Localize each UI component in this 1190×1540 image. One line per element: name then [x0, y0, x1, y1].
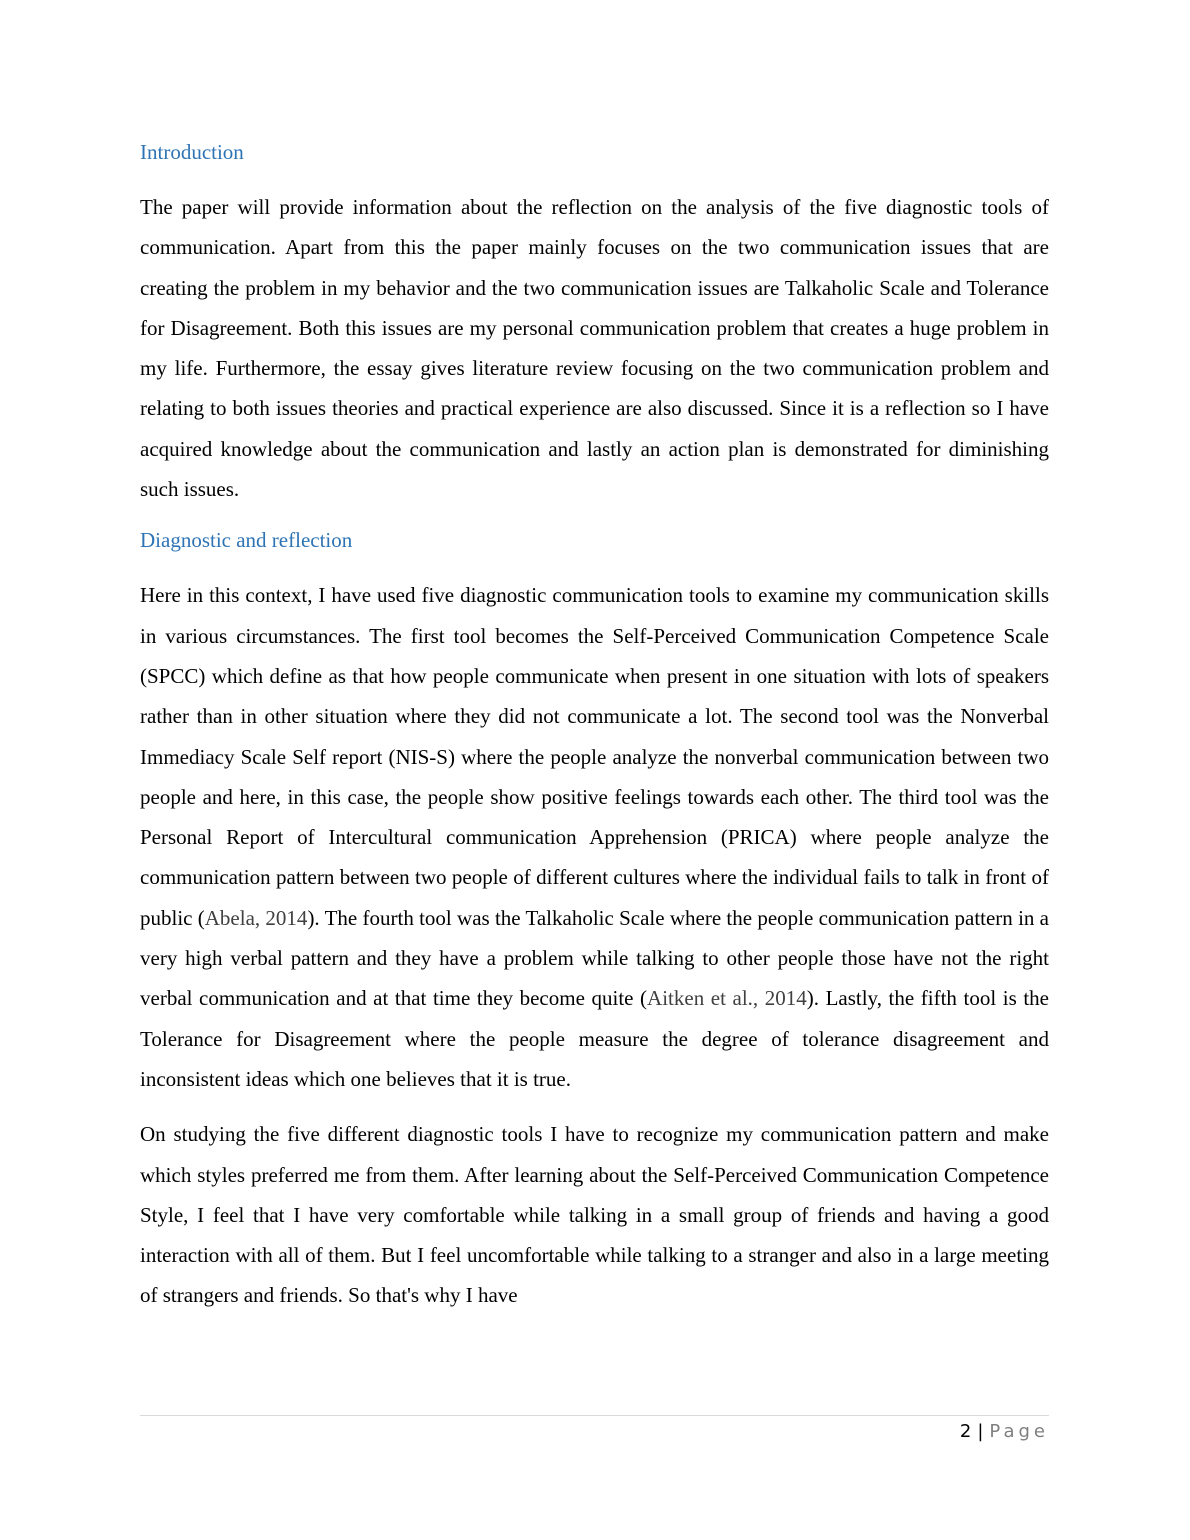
footer-separator: | [977, 1421, 984, 1442]
page-label: Page [989, 1421, 1049, 1442]
diagnostic-paragraph-1-part-1: Here in this context, I have used five diagnostic communication tools to examine my communication skills in various circumstances. The first tool becomes the Self-Perceived Communication Competence Scale (SPCC) which define as that how people communicate when present in one situation with lots of speakers rather than in other situation where they did not communicate a lot. The second tool was the Nonverbal Immediacy Scale Self report (NIS-S) where the people analyze the nonverbal communication between two people and here, in this case, the people show positive feelings towards each other. The third tool was the Personal Report of Intercultural communication Apprehension (PRICA) where people analyze the communication pattern between two people of different cultures where the individual fails to talk in front of public ( [140, 583, 1049, 930]
diagnostic-paragraph-1 [140, 575, 1049, 1099]
citation-aitken: Aitken et al., 2014 [647, 986, 807, 1011]
page-number: 2 [959, 1421, 972, 1442]
footer-divider [140, 1415, 1049, 1416]
citation-abela: Abela, 2014 [204, 905, 308, 930]
diagnostic-heading: Diagnostic and reflection [140, 528, 353, 553]
diagnostic-paragraph-1-part-3: ). Lastly, the fifth tool is the Tolerance for Disagreement where the people measure the degree of tolerance disagreement and inconsistent ideas which one believes that it is true. [140, 986, 1049, 1091]
introduction-paragraph: The paper will provide information about the reflection on the analysis of the five diagnostic tools of communication. Apart from this the paper mainly focuses on the two communication issues that are creating the problem in my behavior and the two communication issues are Talkaholic Scale and Tolerance for Disagreement. Both this issues are my personal communication problem that creates a huge problem in my life. Furthermore, the essay gives literature review focusing on the two communication problem and relating to both issues theories and practical experience are also discussed. Since it is a reflection so I have acquired knowledge about the communication and lastly an action plan is demonstrated for diminishing such issues. [140, 195, 1049, 502]
diagnostic-paragraph-2: On studying the five different diagnostic tools I have to recognize my communication pattern and make which styles preferred me from them. After learning about the Self-Perceived Communication Competence Style, I feel that I have very comfortable while talking in a small group of friends and having a good interaction with all of them. But I feel uncomfortable while talking to a stranger and also in a large meeting of strangers and friends. So that's why I have [140, 1122, 1049, 1308]
introduction-heading: Introduction [140, 140, 244, 164]
page-footer [960, 1420, 1049, 1444]
page-content [140, 136, 1049, 1331]
diagnostic-paragraph-1-part-2: ). The fourth tool was the Talkaholic Scale where the people communication pattern in a very high verbal pattern and they have a problem while talking to other people those have not the right verbal communication and at that time they become quite ( [140, 905, 1050, 1011]
